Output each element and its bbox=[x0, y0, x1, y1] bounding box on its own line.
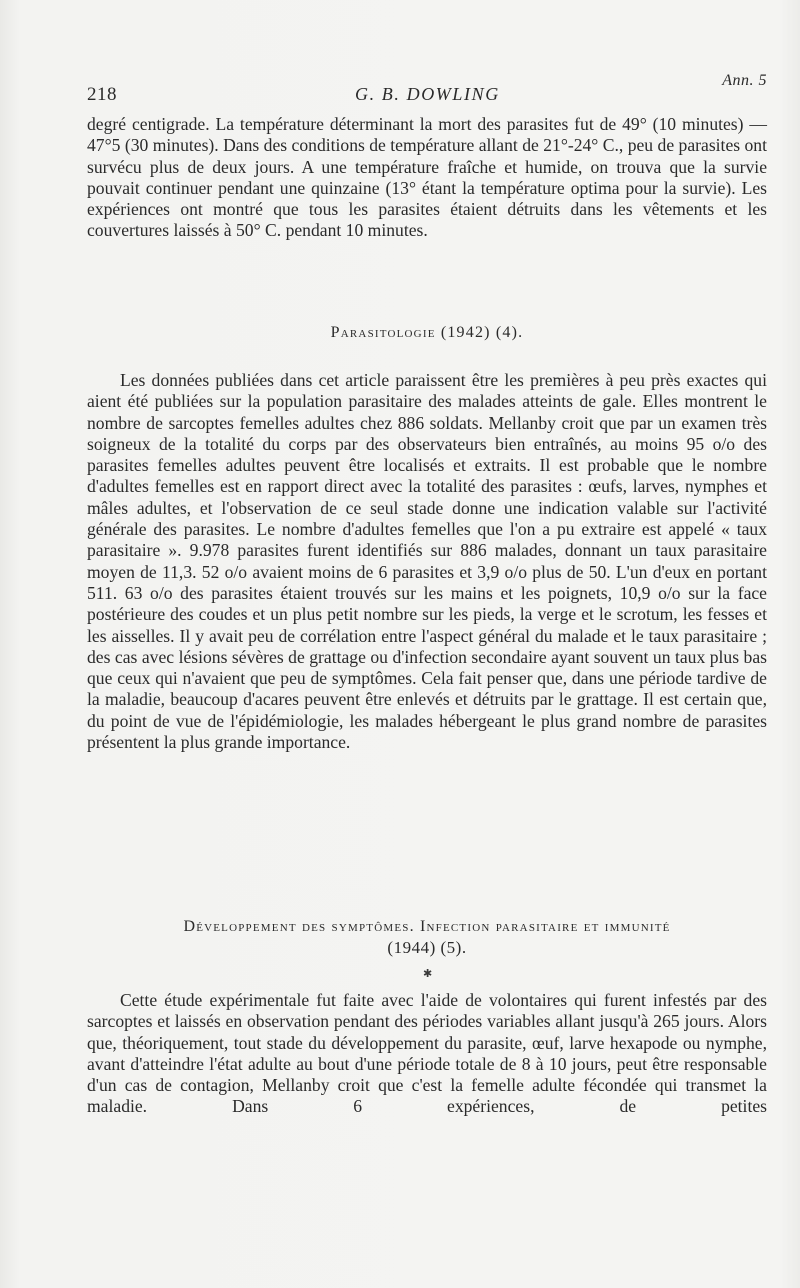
running-head-annal: Ann. 5 bbox=[722, 72, 767, 89]
paragraph-developpement: Cette étude expérimentale fut faite avec l'aide de volontaires qui furent infestés par des sarcoptes et laissés en observation pendant des périodes variables allant jusqu'à 265 jours. Alors que, théoriquement, tout stade du développement du parasite, œuf, larve hexapode ou nymphe, avant d'atteindre l'état adulte au bout d'une période totale de 8 à 10 jours, peut être responsable d'un cas de contagion, Mellanby croit que c'est la femelle adulte fécondée qui transmet la maladie. Dans 6 expériences, de petites bbox=[87, 990, 767, 1117]
section-heading-year: (1944) (5). bbox=[387, 938, 467, 957]
section-heading-parasitologie bbox=[87, 324, 767, 342]
section-heading-title: Parasitologie (1942) (4). bbox=[330, 324, 524, 341]
paragraph-temperature: degré centigrade. La température déterminant la mort des parasites fut de 49° (10 minutes) — 47°5 (30 minutes). Dans des conditions de température allant de 21°-24° C., peu de parasites ont survécu plus de deux jours. A une température fraîche et humide, on trouva que la survie pouvait continuer pendant une quinzaine (13° étant la température optima pour la survie). Les expériences ont montré que tous les parasites étaient détruits dans les vêtements et les couvertures laissés à 50° C. pendant 10 minutes. bbox=[87, 114, 767, 241]
running-head-author: G. B. DOWLING bbox=[355, 84, 500, 104]
printer-ornament: ✱ bbox=[423, 968, 433, 980]
page-number: 218 bbox=[87, 84, 117, 105]
paragraph-parasitologie: Les données publiées dans cet article paraissent être les premières à peu près exactes qui aient été publiées sur la population parasitaire des malades atteints de gale. Elles montrent le nombre de sarcoptes femelles adultes chez 886 soldats. Mellanby croit que par un examen très soigneux de la totalité du corps par des observateurs bien entraînés, au moins 95 o/o des parasites femelles adultes peuvent être localisés et extraits. Il est probable que le nombre d'adultes femelles est en rapport direct avec la totalité des parasites : œufs, larves, nymphes et mâles adultes, et l'observation de ce seul stade donne une indication valable sur l'activité générale des parasites. Le nombre d'adultes femelles que l'on a pu extraire est appelé « taux parasitaire ». 9.978 parasites furent identifiés sur 886 malades, donnant un taux parasitaire moyen de 11,3. 52 o/o avaient moins de 6 parasites et 3,9 o/o plus de 50. L'un d'eux en portant 511. 63 o/o des parasites étaient trouvés sur les mains et les poignets, 10,9 o/o sur la face postérieure des coudes et un plus petit nombre sur les pieds, la verge et le scrotum, les fesses et les aisselles. Il y avait peu de corrélation entre l'aspect général du malade et le taux parasitaire ; des cas avec lésions sévères de grattage ou d'infection secondaire ayant souvent un taux plus bas que ceux qui n'avaient que peu de symptômes. Cela fait penser que, dans une période tardive de la maladie, beaucoup d'acares peuvent être enlevés et détruits par le grattage. Il est certain que, du point de vue de l'épidémiologie, les malades hébergeant le plus grand nombre de parasites présentent la plus grande importance. bbox=[87, 370, 767, 753]
running-head bbox=[87, 72, 767, 108]
section-heading-developpement bbox=[87, 918, 767, 958]
section-heading-title: Développement des symptômes. Infection parasitaire et immunité bbox=[183, 918, 671, 935]
